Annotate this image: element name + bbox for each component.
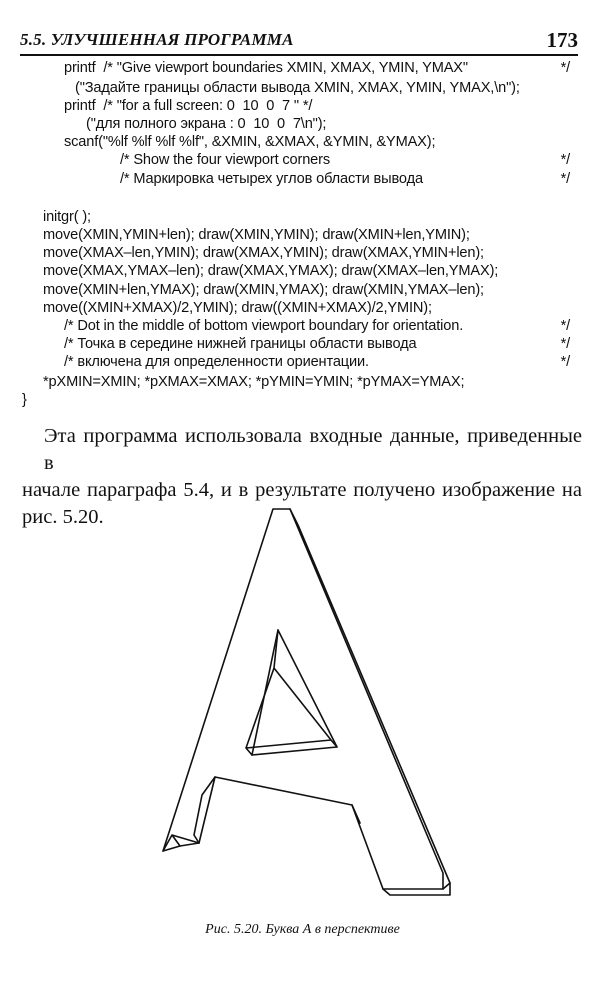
code-line: move((XMIN+XMAX)/2,YMIN); draw((XMIN+XMAX)/2,YMIN); [43, 300, 432, 316]
code-line: move(XMIN,YMIN+len); draw(XMIN,YMIN); draw(XMIN+len,YMIN); [43, 227, 470, 243]
section-title: 5.5. УЛУЧШЕННАЯ ПРОГРАММА [20, 30, 294, 49]
letter-a-perspective-figure [150, 505, 480, 910]
figure-caption: Рис. 5.20. Буква А в перспективе [205, 922, 400, 937]
code-line: printf /* "Give viewport boundaries XMIN, XMAX, YMIN, YMAX" [64, 60, 468, 76]
code-line: ("Задайте границы области вывода XMIN, XMAX, YMIN, YMAX,\n"); [75, 80, 520, 96]
code-line: /* включена для определенности ориентации. [64, 354, 369, 370]
code-line-comment-end: */ [560, 171, 570, 187]
letter-a-crossbar-depth [194, 777, 360, 843]
code-line-comment-end: */ [560, 354, 570, 370]
letter-a-counter-depth [246, 630, 337, 755]
code-line: scanf("%lf %lf %lf %lf", &XMIN, &XMAX, &YMIN, &YMAX); [64, 134, 436, 150]
code-line: ("для полного экрана : 0 10 0 7\n"); [86, 116, 327, 132]
code-line: printf /* "for a full screen: 0 10 0 7 " */ [64, 98, 313, 114]
page-number: 173 [546, 28, 578, 52]
code-line: /* Dot in the middle of bottom viewport boundary for orientation. [64, 318, 464, 334]
code-line-comment-end: */ [560, 152, 570, 168]
paragraph-line: начале параграфа 5.4, и в результате получено изображение на [22, 479, 582, 501]
paragraph-line: Эта программа использовала входные данные, приведенные в [44, 425, 582, 474]
code-line: move(XMAX,YMAX–len); draw(XMAX,YMAX); draw(XMAX–len,YMAX); [43, 263, 499, 279]
code-line: /* Точка в середине нижней границы области вывода [64, 336, 417, 352]
letter-a-front-outline [163, 509, 443, 889]
code-line: move(XMIN+len,YMAX); draw(XMIN,YMAX); draw(XMIN,YMAX–len); [43, 282, 484, 298]
code-line-comment-end: */ [560, 336, 570, 352]
code-line: /* Show the four viewport corners [120, 152, 331, 168]
code-line: /* Маркировка четырех углов области вывода [120, 171, 423, 187]
code-line: *pXMIN=XMIN; *pXMAX=XMAX; *pYMIN=YMIN; *pYMAX=YMAX; [43, 374, 465, 390]
paragraph-line: рис. 5.20. [22, 506, 104, 528]
running-header [20, 28, 578, 56]
code-line: move(XMAX–len,YMIN); draw(XMAX,YMIN); draw(XMAX,YMIN+len); [43, 245, 484, 261]
code-line: initgr( ); [43, 209, 91, 225]
code-line-comment-end: */ [560, 318, 570, 334]
code-line: } [22, 392, 27, 408]
code-line-comment-end: */ [560, 60, 570, 76]
